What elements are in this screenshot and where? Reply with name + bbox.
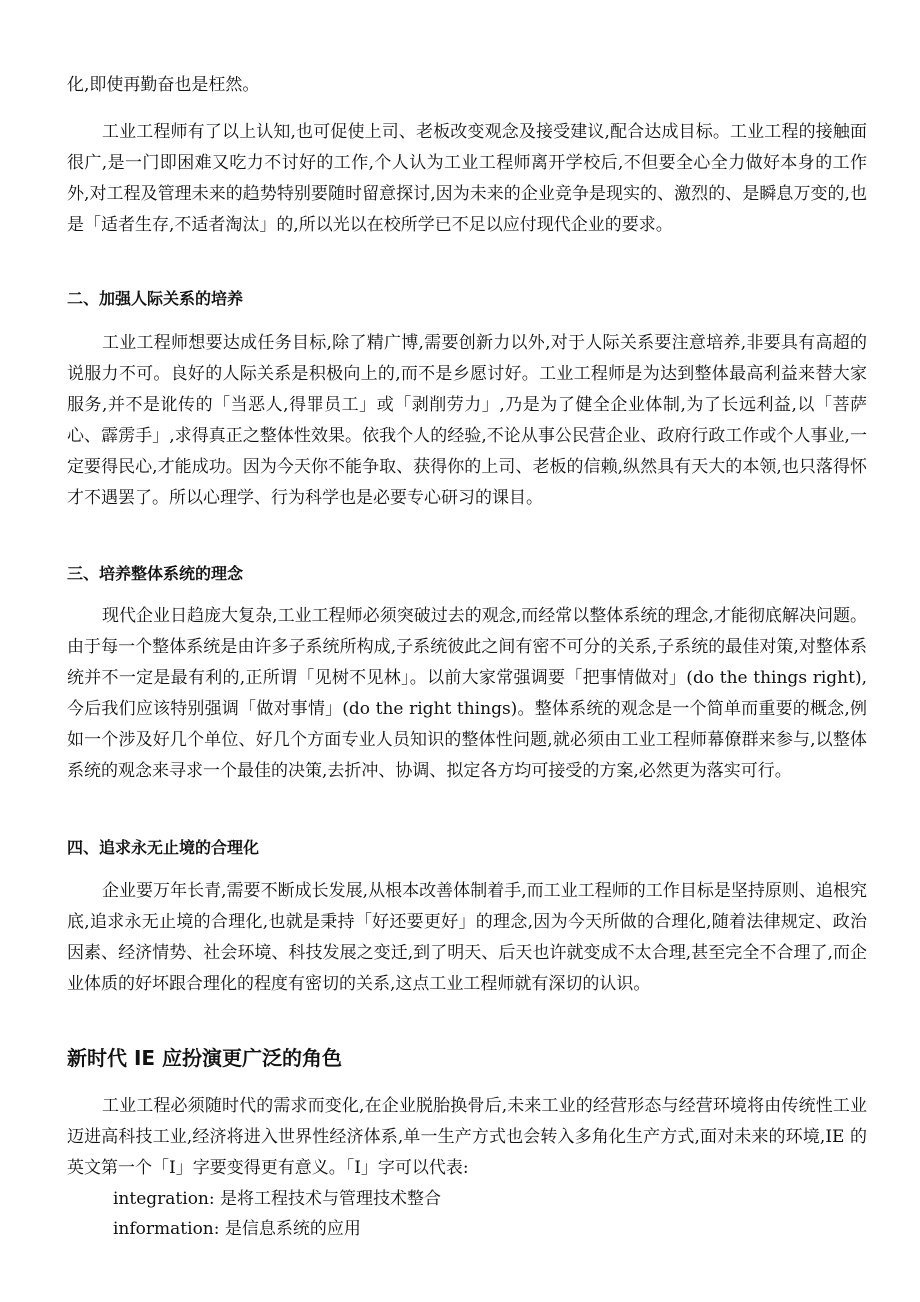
paragraph-ie-awareness: 工业工程师有了以上认知,也可促使上司、老板改变观念及接受建议,配合达成目标。工业工程的接触面很广,是一门即困难又吃力不讨好的工作,个人认为工业工程师离开学校后,不但要全心全力做好本身的工作外,对工程及管理未来的趋势特别要随时留意探讨,因为未来的企业竞争是现实的、激烈的、是瞬息万变的,也是「适者生存,不适者淘汰」的,所以光以在校所学已不足以应付现代企业的要求。: [67, 122, 867, 235]
paragraph-continuation: 化,即使再勤奋也是枉然。: [67, 75, 260, 95]
heading-rationalization: 四、追求永无止境的合理化: [67, 838, 260, 857]
heading-system-concept: 三、培养整体系统的理念: [67, 564, 244, 583]
paragraph-system-concept: 现代企业日趋庞大复杂,工业工程师必须突破过去的观念,而经常以整体系统的理念,才能彻底解决问题。由于每一个整体系统是由许多子系统所构成,子系统彼此之间有密不可分的关系,子系统的最佳对策,对整体系统并不一定是最有利的,正所谓「见树不见林」。以前大家常强调要「把事情做对」(do the things right),今后我们应该特别强调「做对事情」(do the right things)。整体系统的观念是一个简单而重要的概念,例如一个涉及好几个单位、好几个方面专业人员知识的整体性问题,就必须由工业工程师幕僚群来参与,以整体系统的观念来寻求一个最佳的决策,去折冲、协调、拟定各方均可接受的方案,必然更为落实可行。: [67, 606, 867, 781]
section-title-new-era-ie: 新时代 IE 应扮演更广泛的角色: [67, 1046, 343, 1070]
paragraph-rationalization: 企业要万年长青,需要不断成长发展,从根本改善体制着手,而工业工程师的工作目标是坚持原则、追根究底,追求永无止境的合理化,也就是秉持「好还要更好」的理念,因为今天所做的合理化,随着法律规定、政治因素、经济情势、社会环境、科技发展之变迁,到了明天、后天也许就变成不太合理,甚至完全不合理了,而企业体质的好坏跟合理化的程度有密切的关系,这点工业工程师就有深切的认识。: [67, 881, 867, 994]
paragraph-interpersonal-relations: 工业工程师想要达成任务目标,除了精广博,需要创新力以外,对于人际关系要注意培养,非要具有高超的说服力不可。良好的人际关系是积极向上的,而不是乡愿讨好。工业工程师是为达到整体最高利益来替大家服务,并不是讹传的「当恶人,得罪员工」或「剥削劳力」,乃是为了健全企业体制,为了长远利益,以「菩萨心、霹雳手」,求得真正之整体性效果。依我个人的经验,不论从事公民营企业、政府行政工作或个人事业,一定要得民心,才能成功。因为今天你不能争取、获得你的上司、老板的信赖,纵然具有天大的本领,也只落得怀才不遇罢了。所以心理学、行为科学也是必要专心研习的课目。: [67, 333, 867, 508]
paragraph-new-era-ie: 工业工程必须随时代的需求而变化,在企业脱胎换骨后,未来工业的经营形态与经营环境将由传统性工业迈进高科技工业,经济将进入世界性经济体系,单一生产方式也会转入多角化生产方式,面对未来的环境,IE 的英文第一个「I」字要变得更有意义。「I」字可以代表:: [67, 1096, 867, 1178]
heading-interpersonal-relations: 二、加强人际关系的培养: [67, 289, 244, 308]
list-item-integration: integration: 是将工程技术与管理技术整合: [113, 1189, 442, 1209]
list-item-information: information: 是信息系统的应用: [113, 1219, 361, 1239]
